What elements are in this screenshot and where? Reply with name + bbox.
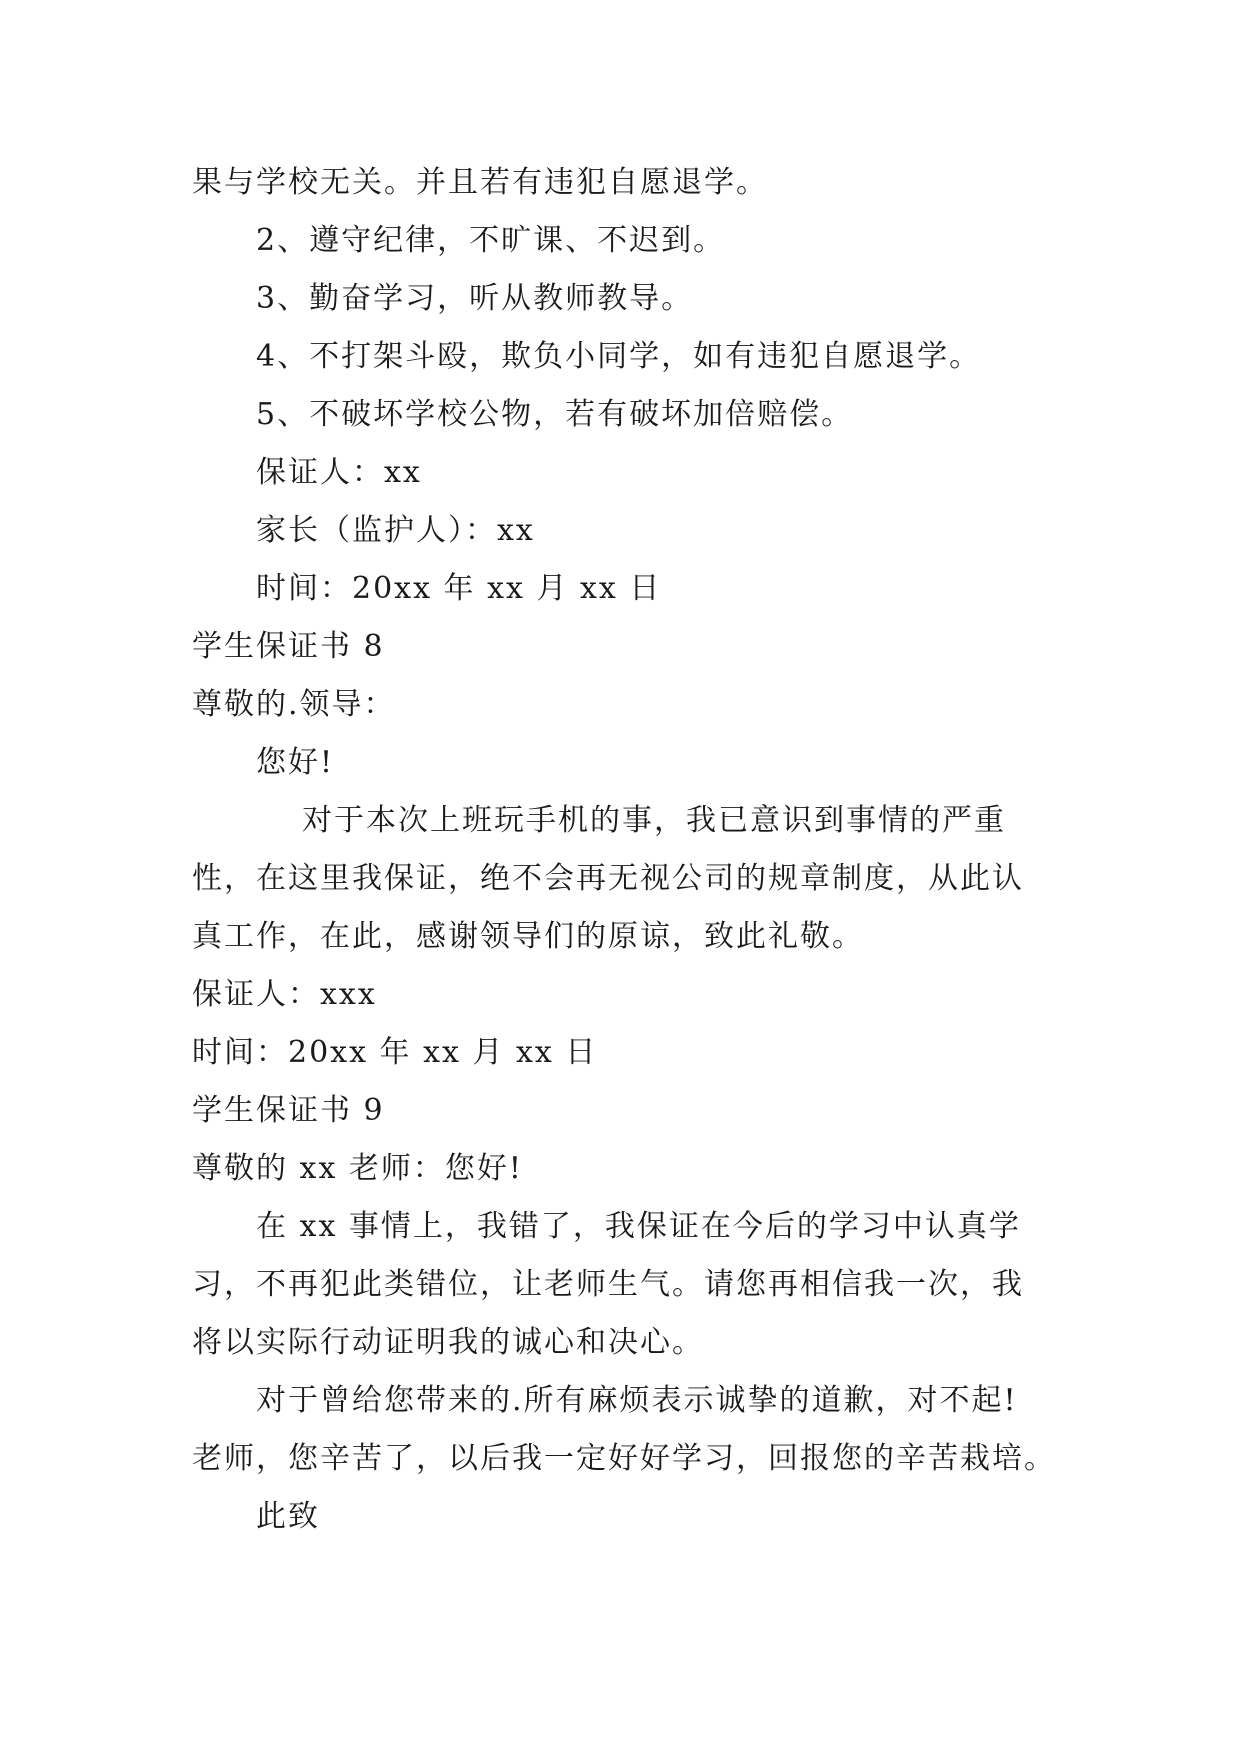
date-line: 时间：20xx 年 xx 月 xx 日 bbox=[256, 571, 662, 606]
paragraph-line: 老师，您辛苦了，以后我一定好好学习，回报您的辛苦栽培。 bbox=[192, 1441, 1056, 1476]
paragraph-line: 将以实际行动证明我的诚心和决心。 bbox=[192, 1325, 704, 1360]
paragraph-line: 对于曾给您带来的.所有麻烦表示诚挚的道歉，对不起! bbox=[256, 1383, 1018, 1418]
guarantor-line: 保证人：xx bbox=[256, 455, 422, 490]
paragraph-line: 在 xx 事情上，我错了，我保证在今后的学习中认真学 bbox=[256, 1209, 1021, 1244]
text-line: 果与学校无关。并且若有违犯自愿退学。 bbox=[192, 165, 768, 200]
salutation: 尊敬的 xx 老师：您好! bbox=[192, 1151, 523, 1186]
salutation: 尊敬的.领导： bbox=[192, 687, 396, 722]
paragraph-line: 对于本次上班玩手机的事，我已意识到事情的严重 bbox=[302, 803, 1006, 838]
document-body bbox=[192, 154, 1062, 1546]
closing-line: 此致 bbox=[256, 1499, 320, 1534]
section-title: 学生保证书 8 bbox=[192, 629, 385, 664]
paragraph-line: 性，在这里我保证，绝不会再无视公司的规章制度，从此认 bbox=[192, 861, 1024, 896]
rule-item-5: 5、不破坏学校公物，若有破坏加倍赔偿。 bbox=[256, 397, 854, 432]
date-line: 时间：20xx 年 xx 月 xx 日 bbox=[192, 1035, 598, 1070]
paragraph-line: 真工作，在此，感谢领导们的原谅，致此礼敬。 bbox=[192, 919, 864, 954]
rule-item-3: 3、勤奋学习，听从教师教导。 bbox=[256, 281, 694, 316]
section-title: 学生保证书 9 bbox=[192, 1093, 385, 1128]
rule-item-4: 4、不打架斗殴，欺负小同学，如有违犯自愿退学。 bbox=[256, 339, 982, 374]
greeting: 您好! bbox=[256, 745, 335, 780]
rule-item-2: 2、遵守纪律，不旷课、不迟到。 bbox=[256, 223, 726, 258]
guarantor-line: 保证人：xxx bbox=[192, 977, 377, 1012]
paragraph-line: 习，不再犯此类错位，让老师生气。请您再相信我一次，我 bbox=[192, 1267, 1024, 1302]
parent-line: 家长（监护人）：xx bbox=[256, 513, 535, 548]
